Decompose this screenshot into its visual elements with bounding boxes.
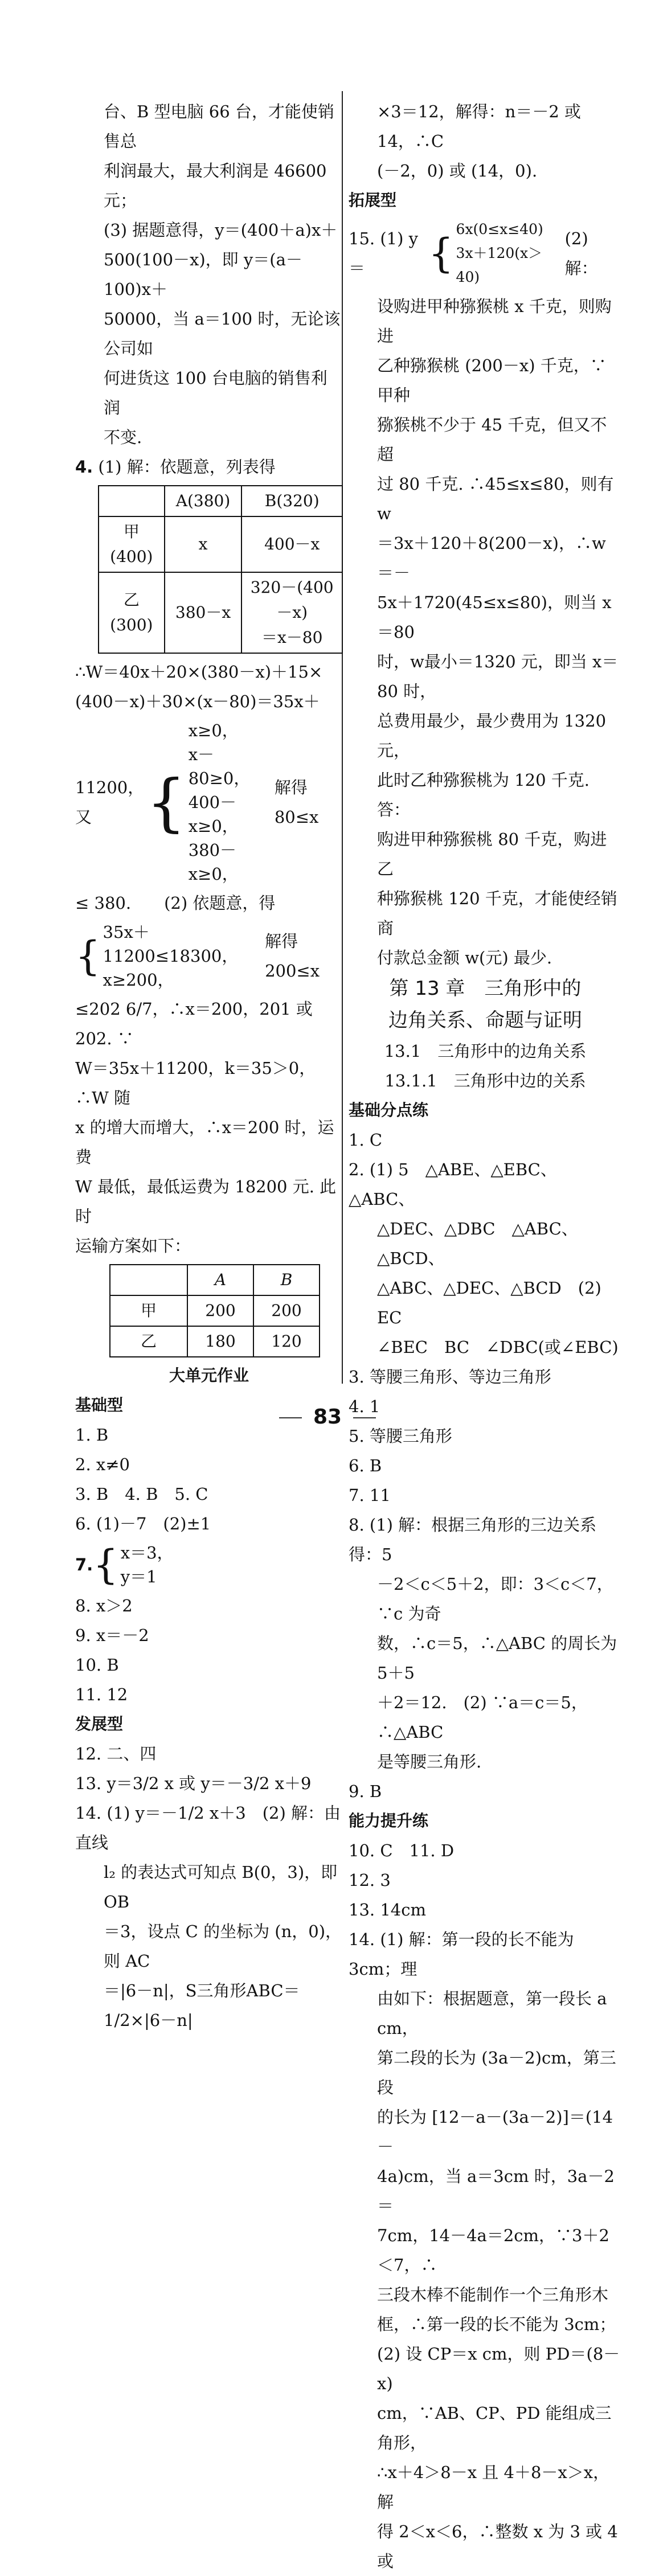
answer-line: 三段木棒不能制作一个三角形木 (377, 2285, 609, 2304)
table-cell: A(380) (165, 486, 242, 516)
dash-decoration (353, 1417, 376, 1418)
text-line: (400－x)＋30×(x－80)＝35x＋ (75, 692, 320, 711)
answer-line: 框，∴第一段的长不能为 3cm； (377, 2315, 616, 2334)
answer-line: cm，∵AB、CP、PD 能组成三角形， (377, 2403, 612, 2452)
section-heading: 基础分点练 (349, 1101, 429, 1119)
system-lines (121, 1541, 174, 1589)
system-lines (103, 920, 256, 992)
answer-line: 9. x＝－2 (75, 1626, 149, 1645)
table-2 (109, 1264, 320, 1357)
text-line: 台、B 型电脑 66 台，才能使销售总 (104, 102, 334, 151)
text-line: x 的增大而增大，∴x＝200 时，运费 (75, 1118, 334, 1167)
table-1 (98, 485, 343, 654)
text-line: W 最低，最低运费为 18200 元. 此时 (75, 1177, 337, 1226)
text-line: 解得 80≤x (274, 778, 319, 827)
answer-line: 第二段的长为 (3a－2)cm，第三段 (377, 2048, 616, 2097)
system-line: 3x＋120(x＞40) (456, 245, 543, 285)
answer-line: 1. C (349, 1130, 383, 1150)
answer-line: 2. (1) 5 △ABE、△EBC、△ABC、 (349, 1160, 557, 1209)
brace-icon: { (146, 766, 186, 839)
answer-line: 得 2＜x＜6，∴整数 x 为 3 或 4 或 (377, 2522, 618, 2571)
text-line: ∴W＝40x＋20×(380－x)＋15× (75, 662, 323, 682)
answer-line: 8. (1) 解：根据三角形的三边关系得：5 (349, 1515, 597, 1564)
text-line: ＝3x＋120＋8(200－x)，∴w＝－ (377, 534, 606, 583)
answer-line: 4a)cm，当 a＝3cm 时，3a－2＝ (377, 2167, 615, 2216)
page-number-text: 83 (313, 1405, 342, 1429)
system-line: 35x＋11200≤18300， (103, 922, 239, 966)
system-line: 380－x≥0， (188, 840, 239, 884)
answer-line: 14. (1) y＝－1/2 x＋3 (2) 解：由直线 (75, 1803, 341, 1852)
section-heading: 能力提升练 (349, 1811, 429, 1830)
table-cell: 甲 (110, 1295, 187, 1326)
text-line: (1) 解：依题意，列表得 (98, 457, 276, 477)
text-line: 总费用最少，最少费用为 1320 元， (377, 711, 607, 760)
text-line: (2) 解： (564, 229, 598, 278)
text-line: 500(100－x)，即 y＝(a－100)x＋ (104, 250, 302, 299)
chapter-title: 第 13 章 三角形中的 (389, 977, 582, 1000)
table-row (110, 1265, 320, 1295)
text-line: 解得 200≤x (265, 932, 320, 981)
table-cell: 200 (253, 1295, 320, 1326)
table-cell: 180 (187, 1326, 253, 1357)
text-line: ≤ 380. (2) 依题意，得 (75, 893, 276, 913)
answer-line: 1. B (75, 1425, 109, 1445)
answer-line: 8. x＞2 (75, 1596, 133, 1615)
answer-line: △ABC、△DEC、△BCD (2) EC (377, 1278, 601, 1327)
answer-line: 2. x≠0 (75, 1455, 130, 1474)
answer-line: －2＜c＜5＋2，即：3＜c＜7，∵c 为奇 (377, 1574, 613, 1623)
brace-icon: { (428, 230, 454, 277)
answer-line: 是等腰三角形. (377, 1752, 482, 1771)
brace-icon: { (93, 1541, 118, 1588)
question-4 (75, 452, 343, 482)
table-cell (241, 572, 342, 653)
text-line: 利润最大，最大利润是 46600 元； (104, 161, 327, 210)
text-line: 时，w最小＝1320 元，即当 x＝80 时， (377, 652, 619, 701)
answer-line: 12. 3 (349, 1871, 391, 1890)
text-line: 11200，又 (75, 778, 145, 827)
answer-line: ＝|6－n|，S三角形ABC＝1/2×|6－n| (104, 1981, 300, 2030)
equation-system-2 (75, 920, 343, 992)
answer-line: l₂ 的表达式可知点 B(0，3)，即 OB (104, 1863, 338, 1912)
text-line: 购进甲种猕猴桃 80 千克，购进乙 (377, 830, 607, 879)
section-title: 13.1 三角形中的边角关系 (384, 1041, 587, 1061)
text-line: 何进货这 100 台电脑的销售利润 (104, 368, 328, 417)
answer-line: 5. 等腰三角形 (349, 1426, 452, 1446)
unit-title: 大单元作业 (169, 1366, 249, 1385)
text-line: (－2，0) 或 (14，0). (377, 161, 538, 181)
answer-line: 6. B (349, 1456, 382, 1475)
text-line: W＝35x＋11200，k＝35＞0，∴W 随 (75, 1059, 316, 1107)
answer-line: ＝3，设点 C 的坐标为 (n，0)，则 AC (104, 1922, 342, 1971)
table-cell: 380－x (165, 572, 242, 653)
answer-line: △DEC、△DBC △ABC、△BCD、 (377, 1219, 578, 1268)
table-row (110, 1326, 320, 1357)
text-line: 不变. (104, 428, 142, 447)
answer-line: 7cm，14－4a＝2cm，∵3＋2＜7，∴ (377, 2226, 609, 2275)
table-row (99, 572, 342, 653)
text-line: 5x＋1720(45≤x≤80)，则当 x＝80 (377, 593, 612, 642)
system-line: x≥200， (103, 970, 174, 990)
text-line: 50000，当 a＝100 时，无论该公司如 (104, 309, 341, 358)
section-heading: 拓展型 (349, 191, 397, 210)
text-line: 15. (1) y＝ (349, 229, 419, 278)
answer-line: 9. B (349, 1782, 382, 1801)
answer-line: 14. (1) 解：第一段的长不能为 3cm；理 (349, 1930, 574, 1979)
answer-line: 由如下：根据题意，第一段长 a cm， (377, 1989, 607, 2038)
answer-line: 数，∴c＝5，∴△ABC 的周长为 5＋5 (377, 1634, 617, 1683)
text-line: 乙种猕猴桃 (200－x) 千克，∵甲种 (377, 356, 607, 405)
table-cell (99, 486, 165, 516)
text-line: ×3＝12，解得：n＝－2 或 14，∴C (377, 102, 581, 151)
subsection-title: 13.1.1 三角形中边的关系 (384, 1071, 586, 1090)
system-line: x≥0， (188, 721, 239, 740)
table-row (99, 516, 342, 572)
text-line: 付款总金额 w(元) 最少. (377, 948, 552, 967)
answer-line: (2) 设 CP＝x cm，则 PD＝(8－x) (377, 2344, 620, 2393)
answer-line: ∠BEC BC ∠DBC(或∠EBC) (377, 1338, 619, 1357)
left-column (75, 97, 343, 2035)
table-cell: B(320) (241, 486, 342, 516)
answer-line: 10. B (75, 1655, 119, 1675)
system-line: 400－x≥0， (188, 793, 239, 836)
system-lines (189, 719, 270, 886)
table-cell (110, 1265, 187, 1295)
system-line: x－80≥0， (188, 745, 251, 788)
table-cell: 乙(300) (99, 572, 165, 653)
answer-line: 10. C 11. D (349, 1841, 455, 1860)
table-cell: B (253, 1265, 320, 1295)
answer-line: ∴x＋4＞8－x 且 4＋8－x＞x，解 (377, 2463, 610, 2512)
table-cell: x (165, 516, 242, 572)
cell-line: ＝x－80 (261, 628, 323, 647)
text-line: 猕猴桃不少于 45 千克，但又不超 (377, 415, 607, 464)
table-row (99, 486, 342, 516)
answer-line: 11. 12 (75, 1685, 128, 1704)
question-number: 4. (75, 457, 93, 477)
text-line: 此时乙种猕猴桃为 120 千克. 答： (377, 770, 590, 819)
cell-line: 320－(400－x) (250, 578, 334, 622)
table-row (110, 1295, 320, 1326)
question-number: 7. (75, 1555, 93, 1574)
answer-line: 6. (1)－7 (2)±1 (75, 1514, 211, 1533)
answer-7 (75, 1541, 343, 1589)
answer-line: 3. 等腰三角形、等边三角形 (349, 1367, 551, 1387)
text-line: 设购进甲种猕猴桃 x 千克，则购进 (377, 297, 612, 346)
answer-line: 的长为 [12－a－(3a－2)]＝(14－ (377, 2107, 613, 2156)
dash-decoration (279, 1417, 302, 1418)
text-line: (3) 据题意得，y＝(400＋a)x＋ (104, 220, 338, 240)
text-line: 种猕猴桃 120 千克，才能使经销商 (377, 889, 617, 938)
text-line: ≤202 6/7，∴x＝200，201 或 202. ∵ (75, 999, 313, 1048)
brace-icon: { (75, 933, 101, 979)
table-cell: 甲(400) (99, 516, 165, 572)
table-cell: 120 (253, 1326, 320, 1357)
system-line: 6x(0≤x≤40) (456, 221, 543, 237)
table-cell: A (187, 1265, 253, 1295)
system-lines (456, 218, 558, 289)
answer-line: 4. 1 (349, 1397, 380, 1416)
right-column (349, 97, 622, 2576)
section-heading: 发展型 (75, 1714, 124, 1733)
text-line: 运输方案如下： (75, 1236, 191, 1256)
answer-line: 12. 二、四 (75, 1744, 157, 1763)
page-number (0, 1405, 655, 1429)
answer-line: 13. 14cm (349, 1900, 426, 1919)
text-line: 过 80 千克. ∴45≤x≤80，则有 w (377, 474, 614, 523)
system-line: x＝3， (120, 1543, 174, 1562)
section-heading: 基础型 (75, 1396, 124, 1414)
system-line: y＝1 (120, 1567, 157, 1586)
table-cell: 乙 (110, 1326, 187, 1357)
answer-line: 13. y＝3/2 x 或 y＝－3/2 x＋9 (75, 1774, 312, 1793)
table-cell: 400－x (241, 516, 342, 572)
answer-line: ＋2＝12. (2) ∵a＝c＝5，∴△ABC (377, 1693, 588, 1742)
answer-line: 7. 11 (349, 1486, 391, 1505)
chapter-subtitle: 边角关系、命题与证明 (388, 1009, 582, 1032)
answer-line: 3. B 4. B 5. C (75, 1484, 208, 1504)
table-cell: 200 (187, 1295, 253, 1326)
equation-system-1 (75, 719, 343, 886)
answer-15-function (349, 218, 622, 289)
